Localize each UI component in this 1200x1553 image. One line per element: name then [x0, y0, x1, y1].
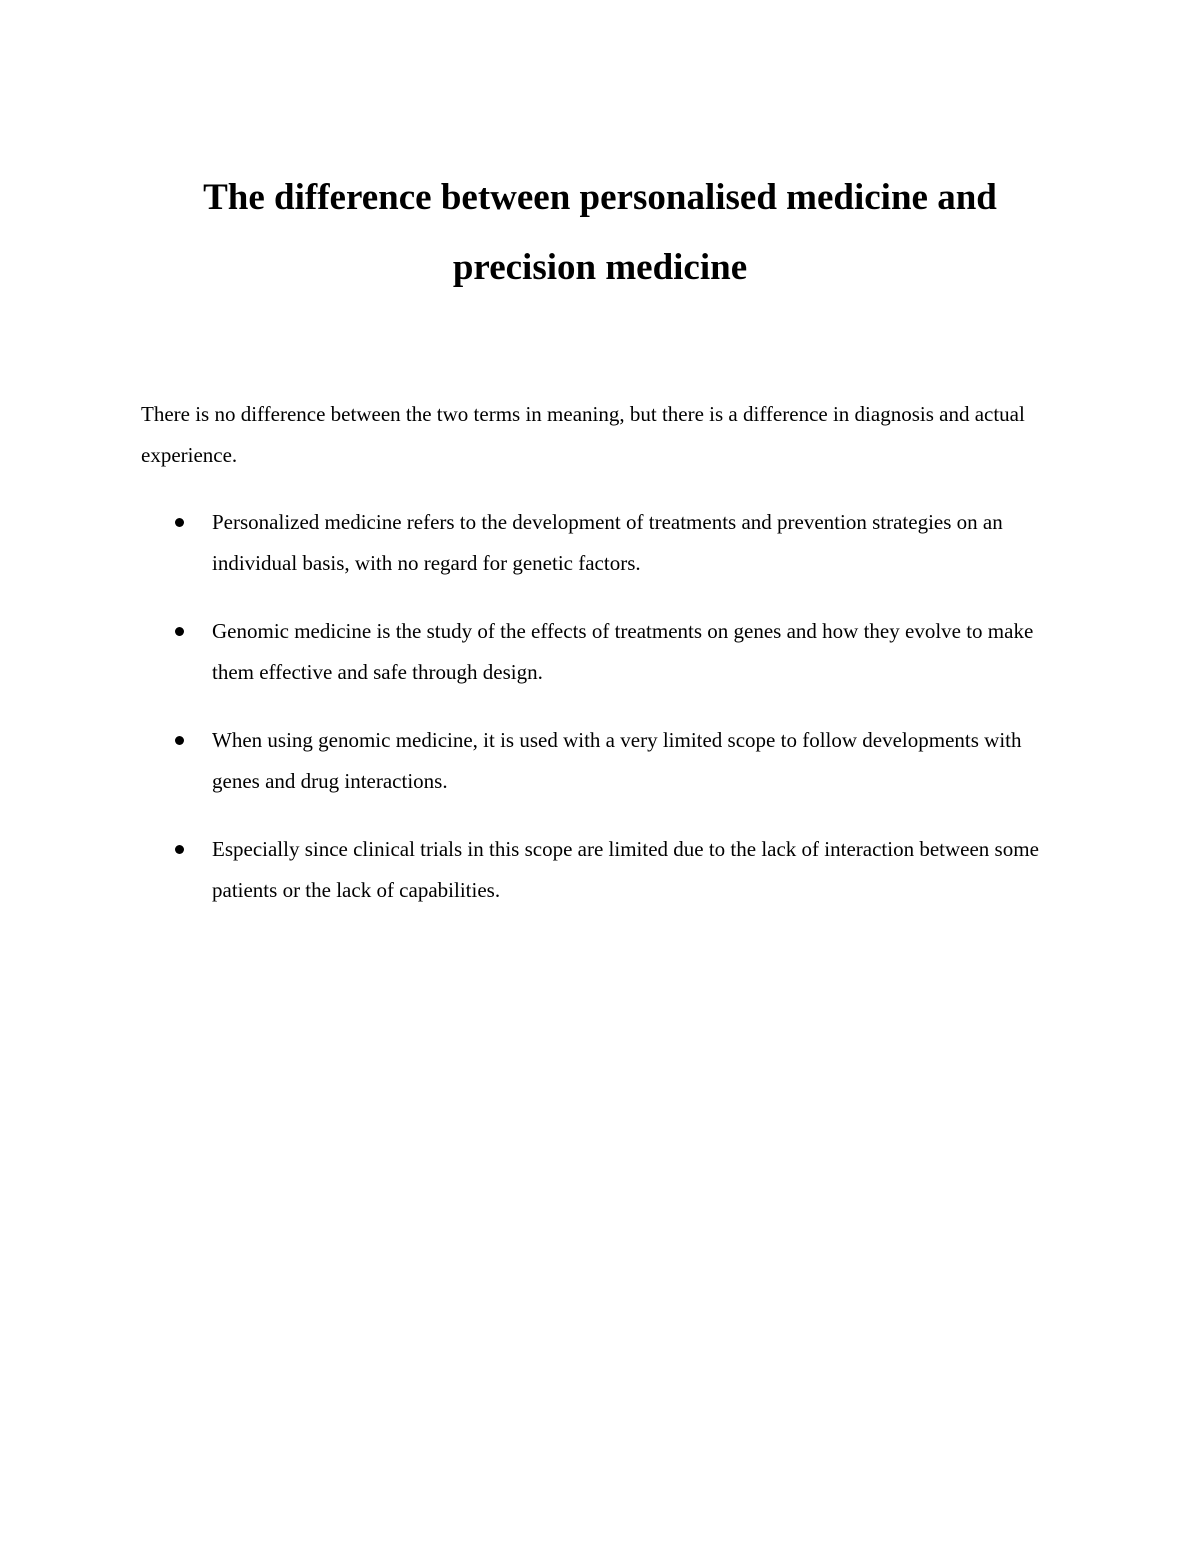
- bullet-text: Personalized medicine refers to the development of treatments and prevention strategies on an individual basis, with no regard for genetic factors.: [212, 510, 1003, 575]
- bullet-icon: [175, 518, 184, 527]
- bullet-text: Genomic medicine is the study of the effects of treatments on genes and how they evolve to make them effective and safe through design.: [212, 619, 1034, 684]
- list-item: [141, 502, 1071, 584]
- bullet-icon: [175, 845, 184, 854]
- document-title: The difference between personalised medicine and precision medicine: [203, 177, 997, 288]
- bullet-icon: [175, 736, 184, 745]
- list-item: [141, 829, 1071, 911]
- bullet-text: When using genomic medicine, it is used with a very limited scope to follow developments with genes and drug interactions.: [212, 728, 1022, 793]
- list-item: [141, 611, 1071, 693]
- bullet-text: Especially since clinical trials in this scope are limited due to the lack of interaction between some patients or the lack of capabilities.: [212, 837, 1039, 902]
- bullet-list: [141, 502, 1071, 938]
- list-item: [141, 720, 1071, 802]
- bullet-icon: [175, 627, 184, 636]
- intro-paragraph: There is no difference between the two terms in meaning, but there is a difference in diagnosis and actual experience.: [141, 402, 1025, 467]
